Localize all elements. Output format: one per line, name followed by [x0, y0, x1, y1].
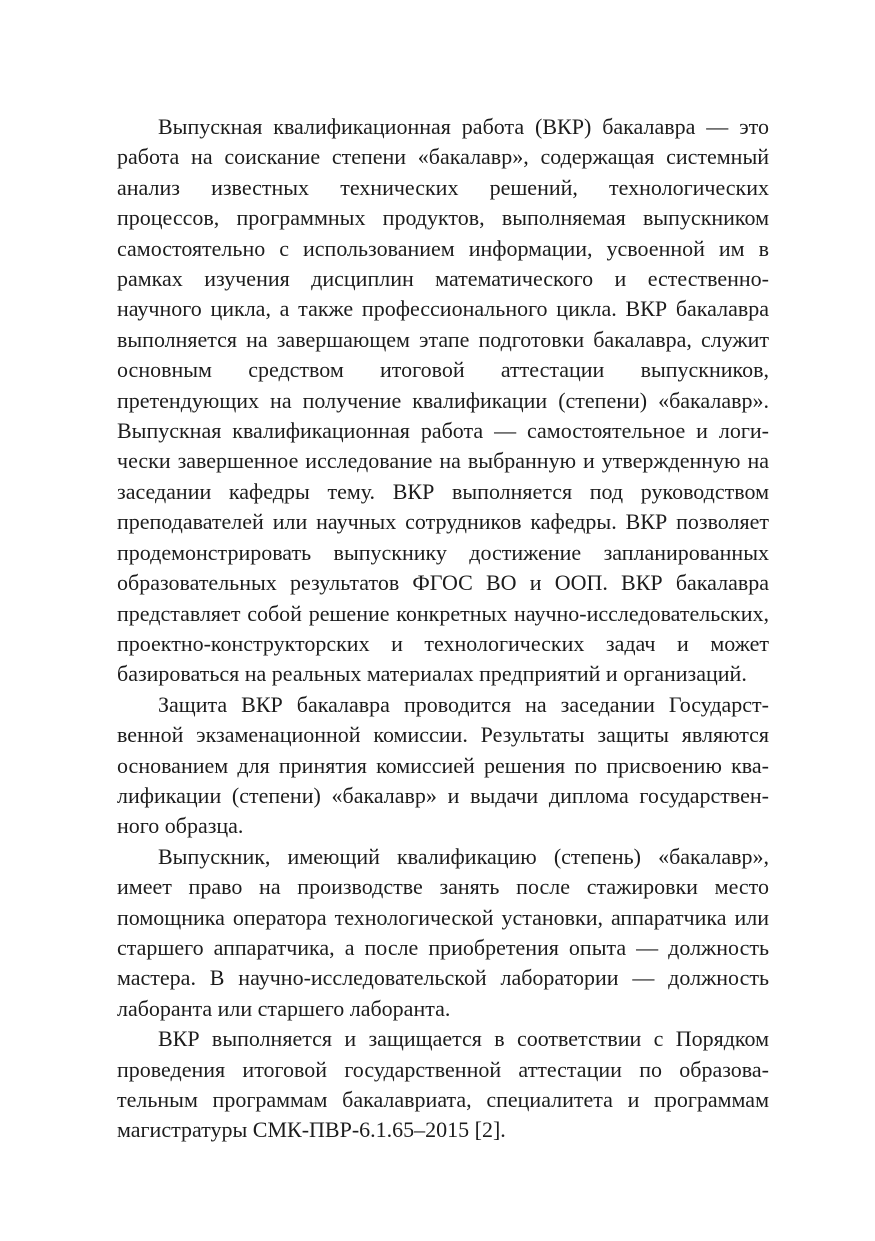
document-page [117, 112, 769, 1146]
paragraph-vkr-definition: Выпускная квалификационная работа (ВКР) бакалавра — это работа на соискание степени «бакалавр», содержащая системный анализ известных технических решений, технологических процессов, программных продуктов, выполняемая выпускником самостоятельно с использованием информации, усвоенной им в рамках изучения дисциплин математического и естественно-научного цикла, а также профессионального цикла. ВКР бакалавра выполняется на завершающем этапе подготовки бакалавра, служит основным средством итоговой аттестации выпускников, претендующих на получение квалификации (степени) «бакалавр». Выпускная квалификационная работа — самостоятельное и логически завершенное исследование на выбранную и утвержденную на заседании кафедры тему. ВКР выполняется под руководством преподавателей или научных сотрудников кафедры. ВКР позволяет продемонстрировать выпускнику достижение запланированных образовательных результатов ФГОС ВО и ООП. ВКР бакалавра представляет собой решение конкретных научно-исследовательских, проектно-конструкторских и технологических задач и может базироваться на реальных материалах предприятий и организаций. [117, 114, 769, 687]
paragraph-regulations: ВКР выполняется и защищается в соответствии с Порядком проведения итоговой государственной аттестации по образовательным программам бакалавриата, специалитета и программам магистратуры СМК-ПВР-6.1.65–2015 [2]. [117, 1026, 769, 1143]
paragraph-graduate-rights: Выпускник, имеющий квалификацию (степень) «бакалавр», имеет право на производстве занять после стажировки место помощника оператора технологической установки, аппаратчика или старшего аппаратчика, а после приобретения опыта — должность мастера. В научно-исследовательской лаборатории — должность лаборанта или старшего лаборанта. [117, 843, 769, 1021]
paragraph-vkr-defense: Защита ВКР бакалавра проводится на заседании Государственной экзаменационной комиссии. Результаты защиты являются основанием для принятия комиссией решения по присвоению квалификации (степени) «бакалавр» и выдачи диплома государственного образца. [117, 691, 769, 839]
